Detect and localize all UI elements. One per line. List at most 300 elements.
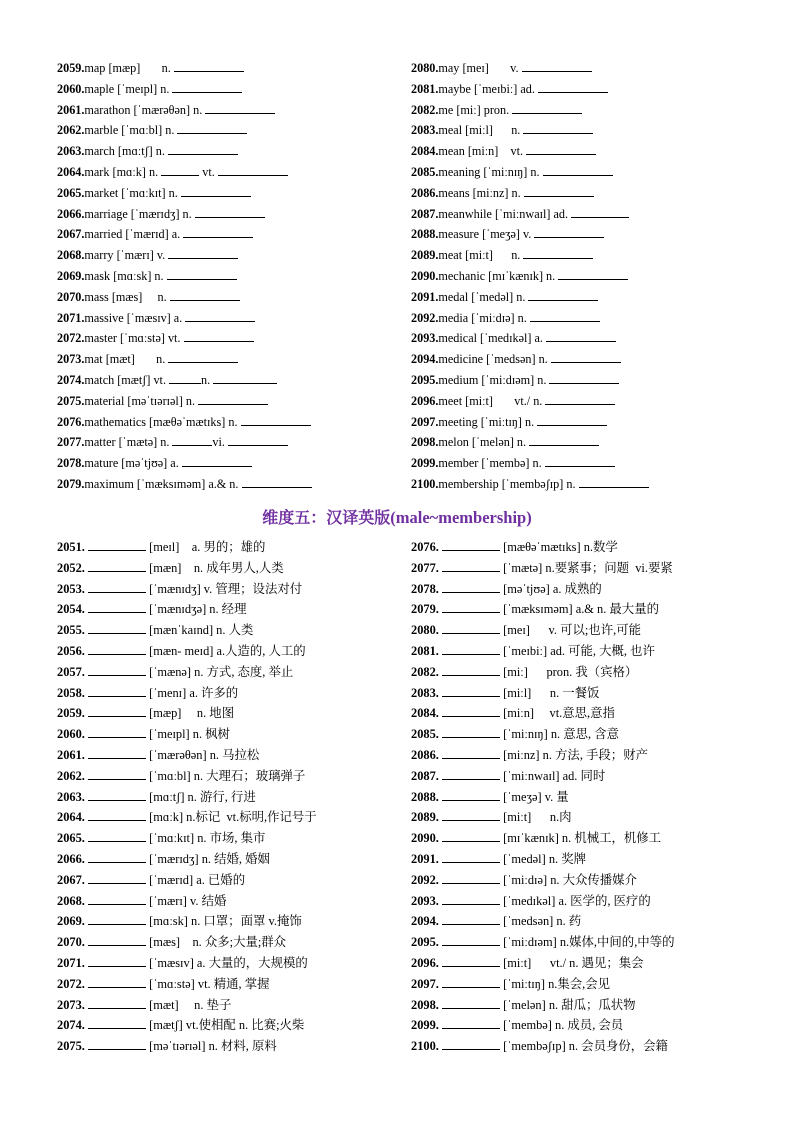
vocab-row (411, 268, 628, 284)
answer-blank[interactable] (522, 60, 592, 72)
entry-number: 2068. (57, 893, 88, 908)
answer-blank[interactable] (198, 393, 268, 405)
answer-blank[interactable] (172, 434, 212, 446)
entry-pos: vt. (199, 165, 218, 179)
entry-number: 2096. (411, 956, 442, 970)
entry-number: 2093. (411, 893, 442, 908)
entry-text: meal [miːl] n. (438, 123, 524, 138)
entry-number: 2087. (411, 206, 439, 221)
vocab-row (411, 164, 613, 180)
answer-blank[interactable] (571, 206, 629, 218)
entry-text: meeting [ˈmiːtɪŋ] n. (438, 414, 538, 429)
translation-row (57, 1017, 304, 1033)
entry-number: 2089. (411, 810, 442, 825)
translation-row (411, 1017, 623, 1033)
translation-row (57, 581, 302, 597)
answer-blank[interactable] (523, 247, 593, 259)
entry-number: 2072. (57, 331, 85, 346)
translation-row (411, 955, 644, 971)
answer-blank[interactable] (442, 997, 500, 1009)
entry-text: me [miː] pron. (438, 102, 513, 117)
translation-row (57, 601, 246, 617)
answer-blank[interactable] (442, 913, 500, 925)
entry-number: 2071. (57, 310, 85, 325)
entry-text: media [ˈmiːdɪə] n. (438, 310, 530, 325)
answer-blank[interactable] (543, 164, 613, 176)
entry-number: 2100. (411, 1039, 442, 1054)
answer-blank[interactable] (174, 60, 244, 72)
translation-row (57, 809, 317, 825)
entry-definition: [ˈmɑːkɪt] n. 市场, 集市 (145, 831, 266, 846)
entry-number: 2083. (411, 123, 439, 138)
answer-blank[interactable] (528, 289, 598, 301)
entry-definition: [meɪl] a. 男的；雄的 (145, 540, 266, 554)
answer-blank[interactable] (182, 455, 252, 467)
translation-row (411, 622, 641, 638)
translation-row (57, 643, 306, 659)
entry-definition: [mæn- meɪd] a.人造的, 人工的 (145, 644, 306, 658)
vocab-row (411, 102, 582, 118)
answer-blank[interactable] (88, 872, 146, 884)
entry-number: 2060. (57, 727, 88, 742)
answer-blank[interactable] (88, 747, 146, 759)
answer-blank[interactable] (168, 247, 238, 259)
entry-text: mature [məˈtjʊə] a. (84, 456, 182, 471)
translation-row (57, 726, 230, 742)
answer-blank[interactable] (168, 351, 238, 363)
entry-number: 2054. (57, 602, 88, 617)
entry-definition: [miːnz] n. 方法, 手段；财产 (499, 748, 648, 762)
entry-number: 2069. (57, 269, 85, 283)
vocab-row (411, 226, 604, 242)
entry-definition: [məˈtjʊə] a. 成熟的 (499, 581, 602, 596)
entry-definition: [ˈmiːtɪŋ] n.集会,会见 (499, 976, 611, 991)
vocab-row (57, 122, 247, 138)
entry-definition: [mæs] n. 众多;大量;群众 (145, 935, 287, 950)
entry-definition: [mɪˈkænɪk] n. 机械工，机修工 (499, 831, 662, 846)
entry-number: 2085. (411, 727, 442, 742)
vocab-row (57, 476, 312, 492)
entry-text: map [mæp] n. (84, 61, 174, 75)
entry-definition: [ˈmænɪdʒ] v. 管理；设法对付 (145, 581, 303, 596)
entry-number: 2079. (411, 602, 442, 617)
answer-blank[interactable] (442, 726, 500, 738)
entry-number: 2052. (57, 560, 88, 575)
translation-row (411, 934, 674, 950)
answer-blank[interactable] (88, 726, 146, 738)
answer-blank[interactable] (88, 601, 146, 613)
vocab-row (57, 268, 237, 284)
entry-number: 2071. (57, 956, 88, 970)
vocab-row (411, 372, 619, 388)
entry-number: 2064. (57, 165, 85, 179)
answer-blank[interactable] (442, 768, 500, 780)
answer-blank[interactable] (442, 893, 500, 905)
vocab-row (57, 310, 255, 326)
answer-blank[interactable] (218, 164, 288, 176)
entry-number: 2078. (57, 456, 85, 471)
answer-blank[interactable] (442, 705, 500, 717)
answer-blank[interactable] (442, 809, 500, 821)
entry-definition: [mæn] n. 成年男人,人类 (145, 560, 284, 575)
entry-number: 2078. (411, 581, 442, 596)
answer-blank[interactable] (537, 414, 607, 426)
translation-row (411, 913, 581, 929)
answer-blank[interactable] (88, 789, 146, 801)
entry-text: medicine [ˈmedsən] n. (438, 352, 551, 367)
entry-text: membership [ˈmembəʃɪp] n. (438, 477, 579, 491)
translation-row (411, 560, 673, 576)
vocab-row (57, 226, 253, 242)
entry-number: 2092. (411, 872, 442, 887)
answer-blank[interactable] (185, 310, 255, 322)
entry-number: 2084. (411, 706, 442, 721)
entry-definition: [ˈmærɪdʒ] n. 结婚, 婚姻 (145, 852, 270, 866)
answer-blank[interactable] (442, 1038, 500, 1050)
vocab-row (411, 455, 615, 471)
answer-blank[interactable] (170, 289, 240, 301)
answer-blank[interactable] (524, 185, 594, 197)
answer-blank[interactable] (442, 934, 500, 946)
entry-number: 2097. (411, 976, 442, 991)
entry-definition: [ˈmiːnɪŋ] n. 意思, 含意 (499, 727, 619, 742)
entry-definition: [mæt] n. 垫子 (145, 997, 232, 1012)
answer-blank[interactable] (88, 1038, 146, 1050)
entry-definition: [mæp] n. 地图 (145, 706, 235, 721)
entry-number: 2074. (57, 373, 85, 387)
vocab-row (57, 330, 254, 346)
entry-number: 2070. (57, 935, 88, 950)
entry-text: medium [ˈmiːdɪəm] n. (438, 373, 550, 387)
answer-blank[interactable] (545, 393, 615, 405)
answer-blank[interactable] (183, 226, 253, 238)
entry-number: 2086. (411, 748, 442, 762)
entry-number: 2090. (411, 831, 442, 846)
entry-definition: [ˈmedəl] n. 奖牌 (499, 852, 587, 866)
translation-row (411, 809, 572, 825)
answer-blank[interactable] (538, 81, 608, 93)
vocab-row (411, 122, 593, 138)
vocab-row (411, 310, 600, 326)
answer-blank[interactable] (442, 830, 500, 842)
vocab-row (57, 81, 242, 97)
entry-text: master [ˈmɑːstə] vt. (84, 331, 184, 346)
entry-definition: [mætʃ] vt.使相配 n. 比赛;火柴 (145, 1018, 305, 1033)
answer-blank[interactable] (172, 81, 242, 93)
entry-number: 2077. (57, 435, 85, 450)
entry-definition: [ˈmedɪkəl] a. 医学的, 医疗的 (499, 893, 651, 908)
entry-number: 2061. (57, 748, 88, 762)
translation-row (411, 768, 605, 784)
answer-blank[interactable] (442, 581, 500, 593)
answer-blank[interactable] (530, 310, 600, 322)
answer-blank[interactable] (88, 851, 146, 863)
entry-text: maximum [ˈmæksɪməm] a.& n. (84, 477, 242, 491)
section-title (0, 505, 794, 528)
entry-number: 2059. (57, 706, 88, 721)
answer-blank[interactable] (228, 434, 288, 446)
entry-number: 2063. (57, 789, 88, 804)
translation-row (57, 830, 265, 846)
vocab-row (411, 247, 593, 263)
vocab-row (57, 164, 288, 180)
entry-number: 2058. (57, 685, 88, 700)
entry-number: 2073. (57, 352, 85, 367)
entry-definition: [mɑːsk] n. 口罩；面罩 v.掩饰 (145, 914, 302, 929)
entry-number: 2076. (57, 414, 85, 429)
entry-definition: [ˈmætə] n.要紧事；问题 vi.要紧 (499, 560, 673, 575)
entry-definition: [ˈmelən] n. 甜瓜；瓜状物 (499, 997, 636, 1012)
translation-row (411, 872, 637, 888)
answer-blank[interactable] (442, 622, 500, 634)
entry-text: mask [mɑːsk] n. (84, 269, 167, 283)
answer-blank[interactable] (88, 1017, 146, 1029)
answer-blank[interactable] (442, 685, 500, 697)
answer-blank[interactable] (169, 372, 201, 384)
entry-text: melon [ˈmelən] n. (438, 435, 530, 450)
entry-text: meat [miːt] n. (438, 248, 524, 263)
entry-text: match [mætʃ] vt. (84, 373, 170, 387)
translation-row (57, 539, 265, 555)
entry-number: 2074. (57, 1018, 88, 1033)
vocab-row (57, 247, 238, 263)
entry-number: 2091. (411, 289, 439, 304)
entry-definition: [miː] pron. 我（宾格） (499, 664, 638, 679)
translation-row (57, 893, 226, 909)
entry-number: 2077. (411, 560, 442, 575)
entry-definition: [miːn] vt.意思,意指 (499, 706, 615, 721)
entry-number: 2081. (411, 81, 439, 96)
translation-row (57, 789, 256, 805)
entry-definition: [miːt] n.肉 (499, 810, 572, 825)
entry-number: 2062. (57, 768, 88, 783)
entry-text: matter [ˈmætə] n. (84, 435, 173, 450)
answer-blank[interactable] (195, 206, 265, 218)
answer-blank[interactable] (526, 143, 596, 155)
entry-number: 2053. (57, 581, 88, 596)
entry-definition: [ˈmiːdɪəm] n.媒体,中间的,中等的 (499, 935, 675, 950)
translation-row (57, 747, 259, 763)
answer-blank[interactable] (442, 601, 500, 613)
vocab-row (411, 351, 621, 367)
answer-blank[interactable] (88, 560, 146, 572)
translation-row (57, 1038, 277, 1054)
entry-definition: [ˈmærɪ] v. 结婚 (145, 893, 227, 908)
entry-text: mass [mæs] n. (84, 289, 170, 304)
translation-row (411, 789, 569, 805)
translation-row (411, 851, 586, 867)
entry-definition: [mɑːtʃ] n. 游行, 行进 (145, 789, 256, 804)
entry-number: 2094. (411, 352, 439, 367)
entry-text: mathematics [mæθəˈmætɪks] n. (84, 414, 241, 429)
answer-blank[interactable] (88, 934, 146, 946)
entry-definition: [ˈmembə] n. 成员, 会员 (499, 1018, 624, 1033)
answer-blank[interactable] (88, 768, 146, 780)
entry-number: 2091. (411, 852, 442, 866)
answer-blank[interactable] (242, 476, 312, 488)
entry-number: 2066. (57, 206, 85, 221)
entry-number: 2092. (411, 310, 439, 325)
entry-number: 2095. (411, 373, 439, 387)
entry-number: 2061. (57, 102, 85, 117)
answer-blank[interactable] (442, 747, 500, 759)
entry-number: 2069. (57, 914, 88, 929)
answer-blank[interactable] (184, 330, 254, 342)
answer-blank[interactable] (88, 809, 146, 821)
answer-blank[interactable] (523, 122, 593, 134)
vocab-row (411, 476, 649, 492)
entry-definition: [meɪ] v. 可以;也许,可能 (499, 623, 641, 638)
answer-blank[interactable] (545, 455, 615, 467)
entry-text: marriage [ˈmærɪdʒ] n. (84, 206, 195, 221)
entry-number: 2070. (57, 289, 85, 304)
translation-row (411, 747, 648, 763)
entry-number: 2056. (57, 644, 88, 658)
answer-blank[interactable] (579, 476, 649, 488)
answer-blank[interactable] (442, 872, 500, 884)
entry-definition: [ˈmeɪbiː] ad. 可能, 大概, 也许 (499, 644, 655, 658)
vocab-row (411, 434, 599, 450)
entry-number: 2097. (411, 414, 439, 429)
answer-blank[interactable] (442, 643, 500, 655)
entry-number: 2093. (411, 331, 439, 346)
answer-blank[interactable] (167, 268, 237, 280)
translation-row (411, 830, 661, 846)
translation-row (57, 560, 284, 576)
answer-blank[interactable] (442, 851, 500, 863)
entry-number: 2057. (57, 664, 88, 679)
vocab-row (411, 414, 607, 430)
entry-text: medical [ˈmedɪkəl] a. (438, 331, 547, 346)
answer-blank[interactable] (88, 643, 146, 655)
translation-row (411, 581, 602, 597)
entry-definition: [mɑːk] n.标记 vt.标明,作记号于 (145, 810, 317, 825)
answer-blank[interactable] (88, 705, 146, 717)
entry-text: marble [ˈmɑːbl] n. (84, 123, 178, 138)
translation-row (57, 622, 253, 638)
answer-blank[interactable] (529, 434, 599, 446)
entry-definition: [ˈmembəʃɪp] n. 会员身份，会籍 (499, 1039, 668, 1054)
vocab-row (411, 60, 592, 76)
entry-number: 2080. (411, 623, 442, 638)
answer-blank[interactable] (88, 539, 146, 551)
entry-number: 2080. (411, 61, 439, 75)
entry-text: marathon [ˈmærəθən] n. (84, 102, 206, 117)
answer-blank[interactable] (161, 164, 199, 176)
answer-blank[interactable] (205, 102, 275, 114)
entry-number: 2088. (411, 789, 442, 804)
entry-number: 2084. (411, 144, 439, 159)
entry-definition: [ˈmæksɪməm] a.& n. 最大量的 (499, 602, 659, 617)
vocab-row (411, 393, 615, 409)
entry-number: 2095. (411, 935, 442, 950)
vocab-row (57, 143, 238, 159)
answer-blank[interactable] (442, 1017, 500, 1029)
entry-definition: [miːl] n. 一餐饭 (499, 685, 600, 700)
translation-row (411, 726, 619, 742)
entry-number: 2096. (411, 393, 439, 408)
entry-number: 2082. (411, 664, 442, 679)
entry-text: maple [ˈmeɪpl] n. (84, 81, 173, 96)
vocab-row (411, 330, 616, 346)
vocab-row (57, 185, 251, 201)
answer-blank[interactable] (551, 351, 621, 363)
translation-row (57, 851, 270, 867)
answer-blank[interactable] (442, 976, 500, 988)
answer-blank[interactable] (512, 102, 582, 114)
translation-row (57, 997, 231, 1013)
answer-blank[interactable] (88, 955, 146, 967)
entry-text: means [miːnz] n. (438, 185, 524, 200)
answer-blank[interactable] (181, 185, 251, 197)
answer-blank[interactable] (442, 560, 500, 572)
entry-number: 2100. (411, 477, 439, 491)
entry-definition: [ˈmæsɪv] a. 大量的，大规模的 (145, 956, 308, 970)
entry-definition: [ˈmænə] n. 方式, 态度, 举止 (145, 664, 294, 679)
answer-blank[interactable] (88, 581, 146, 593)
answer-blank[interactable] (442, 789, 500, 801)
answer-blank[interactable] (442, 955, 500, 967)
answer-blank[interactable] (442, 664, 500, 676)
answer-blank[interactable] (534, 226, 604, 238)
translation-row (57, 685, 238, 701)
translation-row (57, 872, 245, 888)
entry-number: 2067. (57, 872, 88, 887)
entry-pos: n. (201, 373, 214, 387)
entry-number: 2079. (57, 477, 85, 491)
section-title-range: (male~membership) (390, 508, 532, 527)
entry-pos: vi. (212, 435, 228, 450)
entry-text: mechanic [mɪˈkænɪk] n. (438, 269, 559, 283)
entry-definition: [miːt] vt./ n. 遇见；集会 (499, 956, 644, 970)
entry-number: 2051. (57, 540, 88, 554)
translation-row (411, 539, 618, 555)
answer-blank[interactable] (88, 622, 146, 634)
translation-row (57, 705, 234, 721)
entry-number: 2059. (57, 61, 85, 75)
answer-blank[interactable] (88, 997, 146, 1009)
answer-blank[interactable] (168, 143, 238, 155)
section-title-cn: 维度五：汉译英版 (262, 508, 391, 527)
answer-blank[interactable] (549, 372, 619, 384)
answer-blank[interactable] (88, 976, 146, 988)
answer-blank[interactable] (88, 685, 146, 697)
entry-text: medal [ˈmedəl] n. (438, 289, 529, 304)
entry-text: may [meɪ] v. (438, 61, 522, 75)
vocab-row (57, 393, 268, 409)
answer-blank[interactable] (88, 830, 146, 842)
answer-blank[interactable] (213, 372, 277, 384)
vocab-row (57, 206, 265, 222)
entry-number: 2083. (411, 685, 442, 700)
entry-number: 2089. (411, 248, 439, 263)
entry-definition: [ˈmenɪ] a. 许多的 (145, 685, 239, 700)
answer-blank[interactable] (88, 664, 146, 676)
answer-blank[interactable] (558, 268, 628, 280)
entry-definition: [ˈmiːdɪə] n. 大众传播媒介 (499, 872, 637, 887)
entry-number: 2073. (57, 997, 88, 1012)
entry-number: 2076. (411, 540, 442, 554)
answer-blank[interactable] (546, 330, 616, 342)
entry-number: 2075. (57, 1039, 88, 1054)
answer-blank[interactable] (177, 122, 247, 134)
entry-text: mark [mɑːk] n. (84, 165, 162, 179)
entry-number: 2055. (57, 623, 88, 638)
answer-blank[interactable] (442, 539, 500, 551)
answer-blank[interactable] (88, 893, 146, 905)
answer-blank[interactable] (88, 913, 146, 925)
answer-blank[interactable] (241, 414, 311, 426)
